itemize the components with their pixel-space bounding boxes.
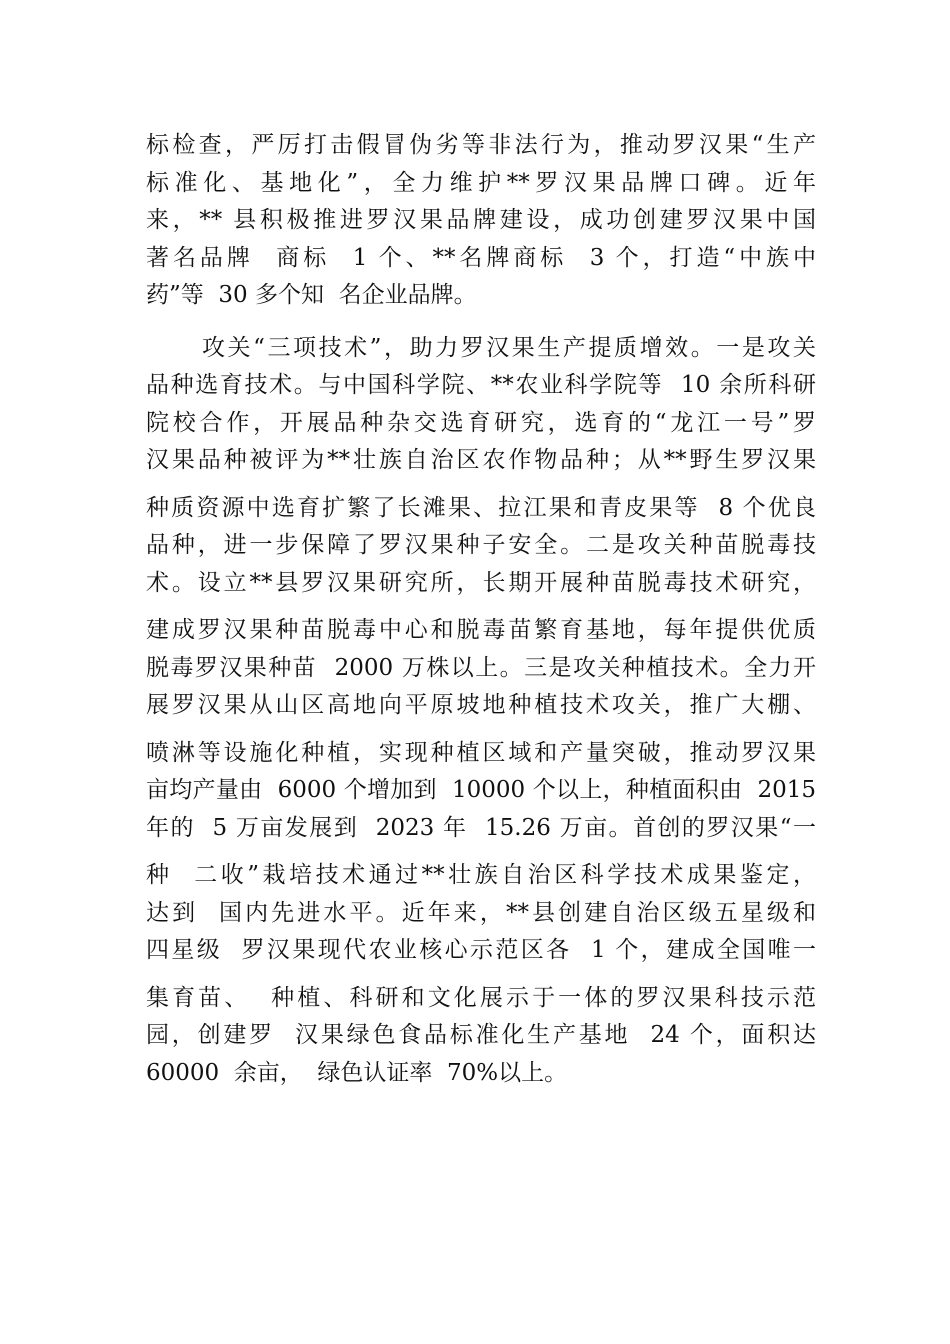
text-line: 汉果品种被评为**壮族自治区农作物品种；从**野生罗汉果 xyxy=(146,447,816,473)
text-line: 亩均产量由 6000 个增加到 10000 个以上，种植面积由 2015 xyxy=(146,777,816,803)
text-line: 术。设立**县罗汉果研究所，长期开展种苗脱毒技术研究， xyxy=(146,570,816,596)
text-line: 脱毒罗汉果种苗 2000 万株以上。三是攻关种植技术。全力开 xyxy=(146,655,816,681)
text-line: 著名品牌 商标 1 个、**名牌商标 3 个，打造“中族中 xyxy=(146,245,816,271)
text-line: 攻关“三项技术”，助力罗汉果生产提质增效。一是攻关 xyxy=(202,335,816,361)
text-line: 标检查，严厉打击假冒伪劣等非法行为，推动罗汉果“生产 xyxy=(146,132,816,158)
text-line: 集育苗、 种植、科研和文化展示于一体的罗汉果科技示范 xyxy=(146,985,816,1011)
text-line: 品种，进一步保障了罗汉果种子安全。二是攻关种苗脱毒技 xyxy=(146,532,816,558)
text-line: 60000 余亩， 绿色认证率 70%以上。 xyxy=(146,1060,568,1086)
text-line: 种 二收”栽培技术通过**壮族自治区科学技术成果鉴定， xyxy=(146,862,816,888)
text-line: 四星级 罗汉果现代农业核心示范区各 1 个，建成全国唯一 xyxy=(146,937,816,963)
text-line: 达到 国内先进水平。近年来，**县创建自治区级五星级和 xyxy=(146,900,816,926)
text-line: 园，创建罗 汉果绿色食品标准化生产基地 24 个，面积达 xyxy=(146,1022,816,1048)
text-line: 展罗汉果从山区高地向平原坡地种植技术攻关，推广大棚、 xyxy=(146,692,816,718)
text-line: 药”等 30 多个知 名企业品牌。 xyxy=(146,282,477,308)
text-line: 标准化、基地化”，全力维护**罗汉果品牌口碑。近年 xyxy=(146,170,816,196)
text-line: 院校合作，开展品种杂交选育研究，选育的“龙江一号”罗 xyxy=(146,410,816,436)
text-line: 建成罗汉果种苗脱毒中心和脱毒苗繁育基地，每年提供优质 xyxy=(146,617,816,643)
text-line: 品种选育技术。与中国科学院、**农业科学院等 10 余所科研 xyxy=(146,372,816,398)
text-line: 来，** 县积极推进罗汉果品牌建设，成功创建罗汉果中国 xyxy=(146,207,816,233)
text-line: 喷淋等设施化种植，实现种植区域和产量突破，推动罗汉果 xyxy=(146,740,816,766)
text-line: 种质资源中选育扩繁了长滩果、拉江果和青皮果等 8 个优良 xyxy=(146,495,816,521)
text-line: 年的 5 万亩发展到 2023 年 15.26 万亩。首创的罗汉果“一 xyxy=(146,815,816,841)
